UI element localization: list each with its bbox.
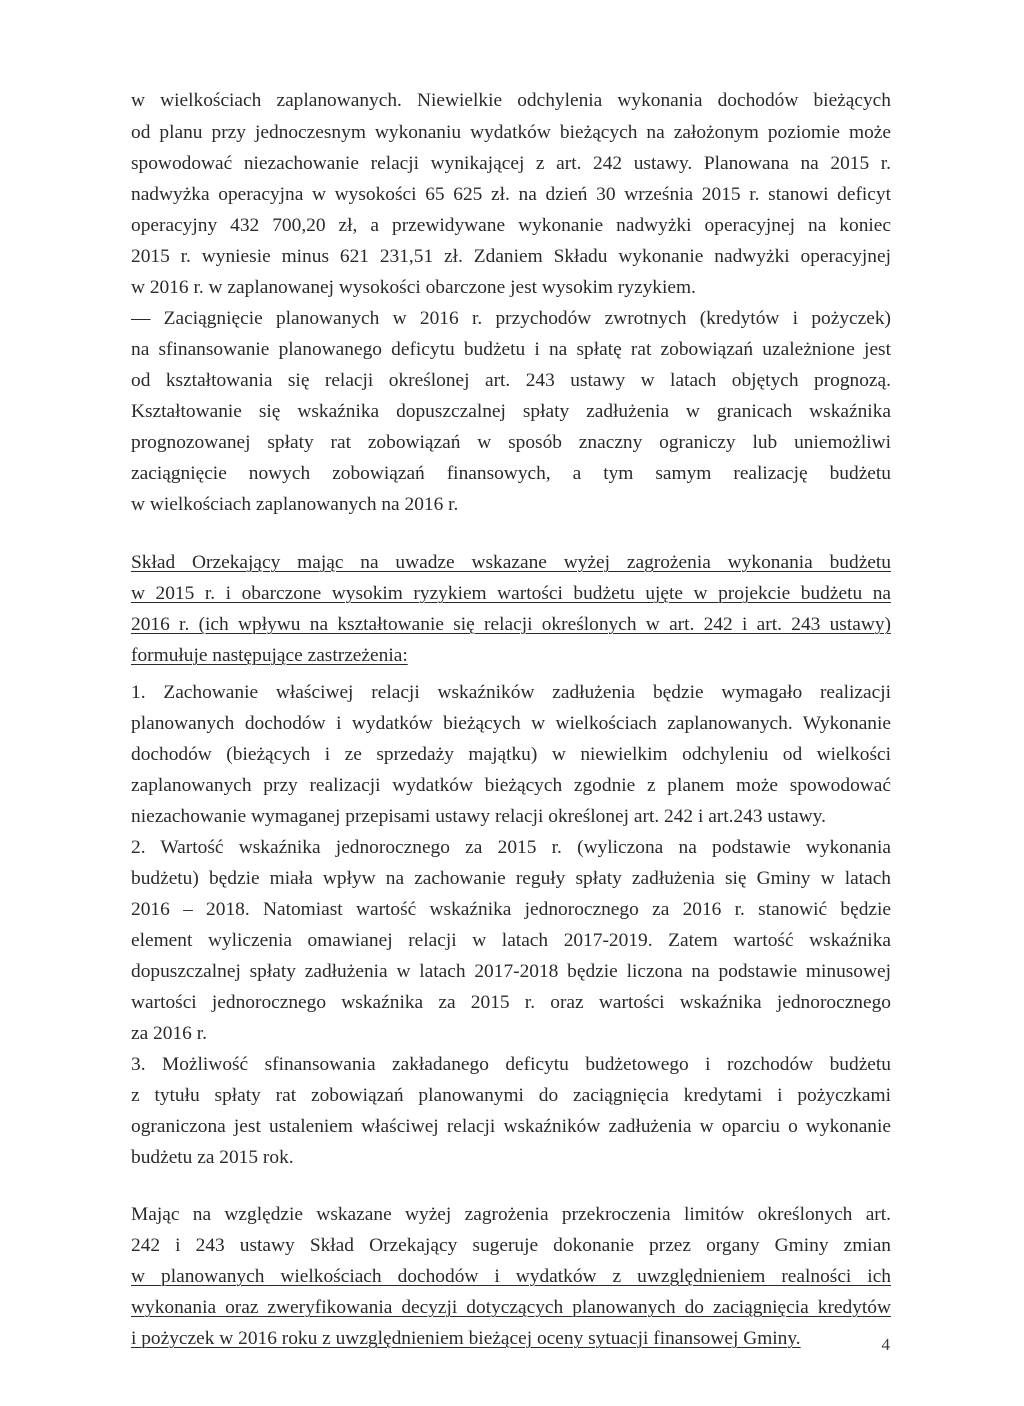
list-item-line: planowanych dochodów i wydatków bieżących w wielkościach zaplanowanych. Wykonanie — [131, 713, 891, 734]
text-line: Kształtowanie się wskaźnika dopuszczalnej spłaty zadłużenia w granicach wskaźnika — [131, 401, 891, 422]
list-item-line: za 2016 r. — [131, 1023, 207, 1044]
text-line: na sfinansowanie planowanego deficytu budżetu i na spłatę rat zobowiązań uzależnione jest — [131, 339, 891, 360]
list-item-line: budżetu za 2015 rok. — [131, 1147, 294, 1168]
list-item-line: z tytułu spłaty rat zobowiązań planowanymi do zaciągnięcia kredytami i pożyczkami — [131, 1085, 891, 1106]
text-line: prognozowanej spłaty rat zobowiązań w sposób znaczny ograniczy lub uniemożliwi — [131, 432, 891, 453]
text-line: zaciągnięcie nowych zobowiązań finansowych, a tym samym realizację budżetu — [131, 463, 891, 484]
list-item-line: 1. Zachowanie właściwej relacji wskaźników zadłużenia będzie wymagało realizacji — [131, 682, 891, 703]
list-item-line: zaplanowanych przy realizacji wydatków bieżących zgodnie z planem może spowodować — [131, 775, 891, 796]
text-line: nadwyżka operacyjna w wysokości 65 625 zł. na dzień 30 września 2015 r. stanowi deficyt — [131, 184, 891, 205]
list-item-line: 3. Możliwość sfinansowania zakładanego deficytu budżetowego i rozchodów budżetu — [131, 1054, 891, 1075]
underlined-text-line: w 2015 r. i obarczone wysokim ryzykiem wartości budżetu ujęte w projekcie budżetu na — [131, 583, 891, 604]
text-line: w wielkościach zaplanowanych na 2016 r. — [131, 494, 459, 515]
text-line: w wielkościach zaplanowanych. Niewielkie odchylenia wykonania dochodów bieżących — [131, 90, 891, 111]
underlined-text-line: 2016 r. (ich wpływu na kształtowanie się relacji określonych w art. 242 i art. 243 ustawy) — [131, 614, 891, 635]
list-item-line: dochodów (bieżących i ze sprzedaży majątku) w niewielkim odchyleniu od wielkości — [131, 744, 891, 765]
underlined-text-line: formułuje następujące zastrzeżenia: — [131, 645, 408, 666]
list-item-line: ograniczona jest ustaleniem właściwej relacji wskaźników zadłużenia w oparciu o wykonanie — [131, 1116, 891, 1137]
list-item-line: 2. Wartość wskaźnika jednorocznego za 2015 r. (wyliczona na podstawie wykonania — [131, 837, 891, 858]
text-line: 2015 r. wyniesie minus 621 231,51 zł. Zdaniem Składu wykonanie nadwyżki operacyjnej — [131, 246, 891, 267]
underlined-text-line: w planowanych wielkościach dochodów i wydatków z uwzględnieniem realności ich — [131, 1266, 891, 1287]
text-line: w 2016 r. w zaplanowanej wysokości obarczone jest wysokim ryzykiem. — [131, 277, 696, 298]
text-line: Mając na względzie wskazane wyżej zagrożenia przekroczenia limitów określonych art. — [131, 1204, 891, 1225]
text-line: operacyjny 432 700,20 zł, a przewidywane wykonanie nadwyżki operacyjnej na koniec — [131, 215, 891, 236]
text-line: od planu przy jednoczesnym wykonaniu wydatków bieżących na założonym poziomie może — [131, 122, 891, 143]
text-line: — Zaciągnięcie planowanych w 2016 r. przychodów zwrotnych (kredytów i pożyczek) — [131, 308, 891, 329]
page-number: 4 — [881, 1335, 890, 1354]
list-item-line: element wyliczenia omawianej relacji w latach 2017-2019. Zatem wartość wskaźnika — [131, 930, 891, 951]
list-item-line: dopuszczalnej spłaty zadłużenia w latach 2017-2018 będzie liczona na podstawie minusowej — [131, 961, 891, 982]
text-line: od kształtowania się relacji określonej art. 243 ustawy w latach objętych prognozą. — [131, 370, 891, 391]
text-line: 242 i 243 ustawy Skład Orzekający sugeruje dokonanie przez organy Gminy zmian — [131, 1235, 891, 1256]
list-item-line: 2016 – 2018. Natomiast wartość wskaźnika jednorocznego za 2016 r. stanowić będzie — [131, 899, 891, 920]
text-line: spowodować niezachowanie relacji wynikającej z art. 242 ustawy. Planowana na 2015 r. — [131, 153, 891, 174]
underlined-text-line: wykonania oraz zweryfikowania decyzji dotyczących planowanych do zaciągnięcia kredytów — [131, 1297, 891, 1318]
underlined-text-line: i pożyczek w 2016 roku z uwzględnieniem bieżącej oceny sytuacji finansowej Gminy. — [131, 1328, 801, 1349]
list-item-line: budżetu) będzie miała wpływ na zachowanie reguły spłaty zadłużenia się Gminy w latach — [131, 868, 891, 889]
underlined-text-line: Skład Orzekający mając na uwadze wskazane wyżej zagrożenia wykonania budżetu — [131, 552, 891, 573]
list-item-line: niezachowanie wymaganej przepisami ustawy relacji określonej art. 242 i art.243 ustawy. — [131, 806, 826, 827]
list-item-line: wartości jednorocznego wskaźnika za 2015 r. oraz wartości wskaźnika jednorocznego — [131, 992, 891, 1013]
